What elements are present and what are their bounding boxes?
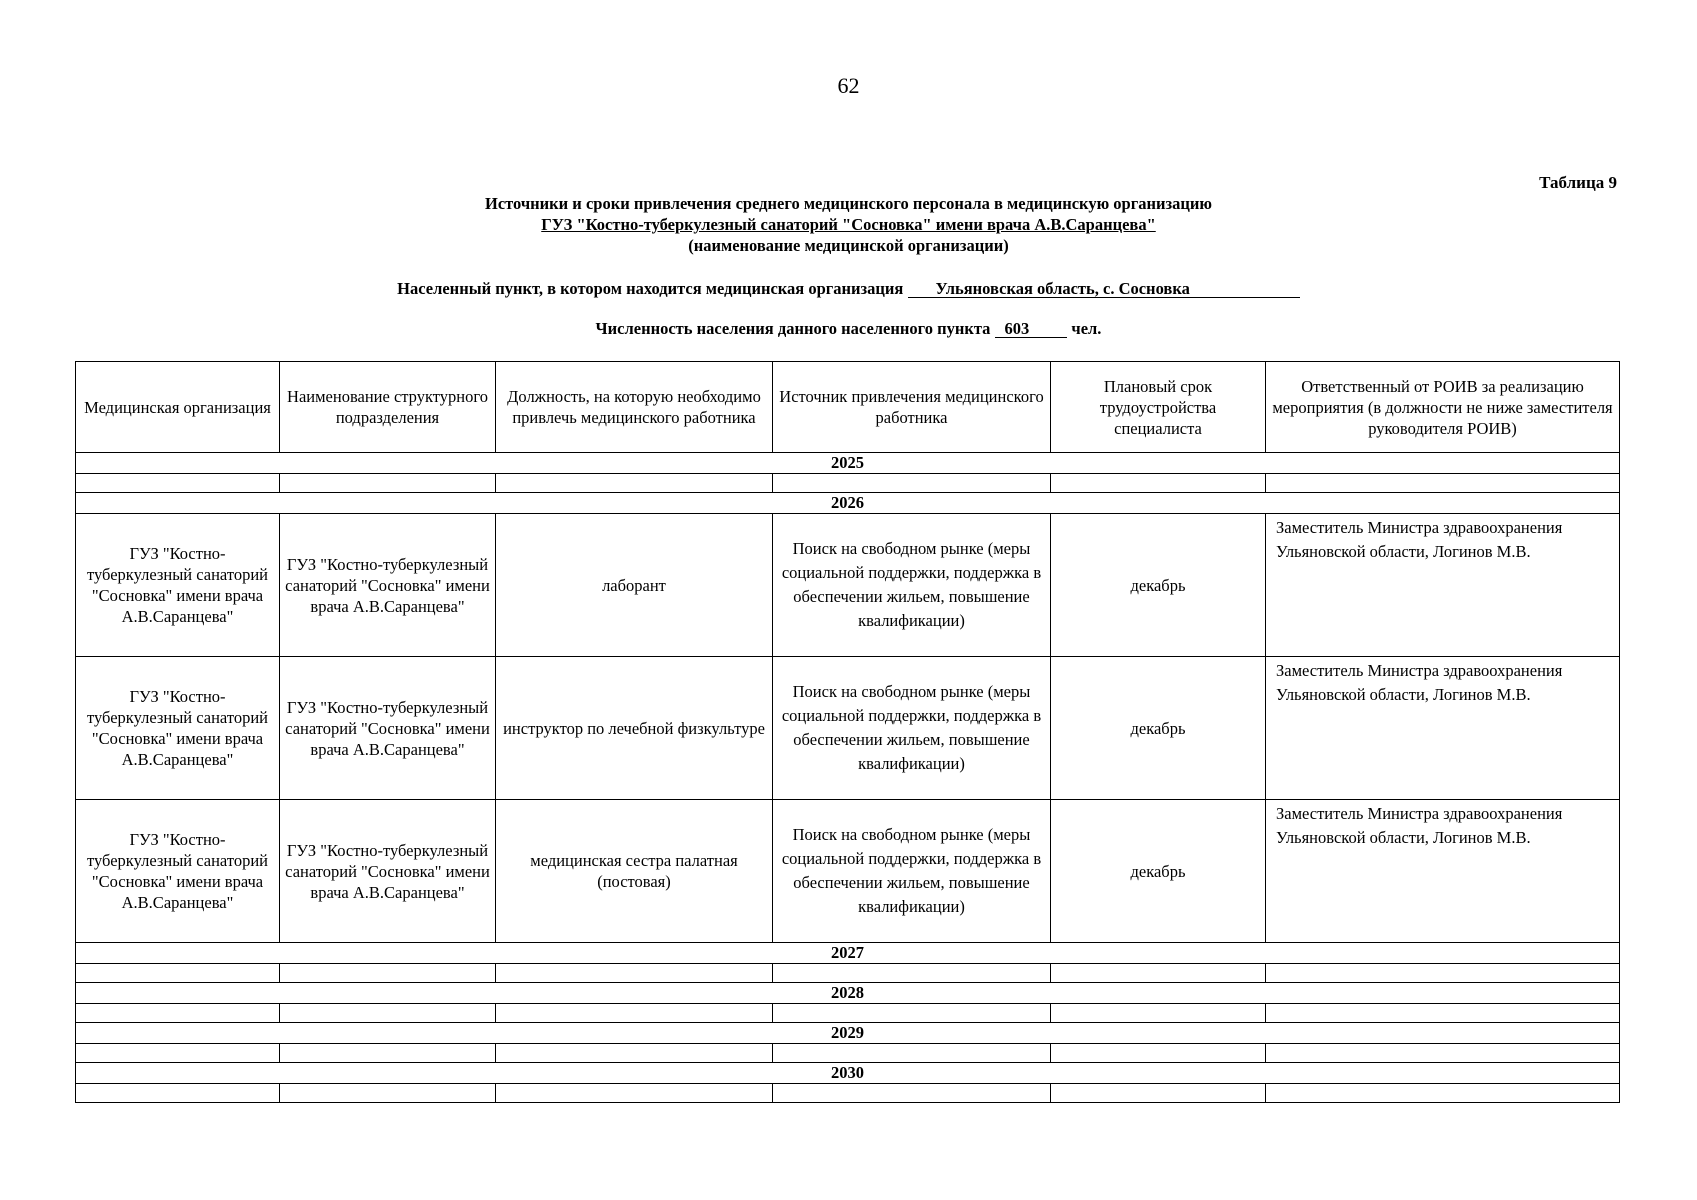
organization-name: ГУЗ "Костно-туберкулезный санаторий "Сосновка" имени врача А.В.Саранцева"	[541, 215, 1156, 234]
empty-row	[76, 1044, 1620, 1063]
year-label: 2026	[76, 493, 1620, 514]
empty-row	[76, 1004, 1620, 1023]
year-label: 2029	[76, 1023, 1620, 1044]
cell-organization: ГУЗ "Костно-туберкулезный санаторий "Сосновка" имени врача А.В.Саранцева"	[76, 800, 280, 943]
empty-row	[76, 1084, 1620, 1103]
population-unit: чел.	[1071, 319, 1102, 338]
year-row	[76, 1023, 1620, 1044]
year-label: 2025	[76, 453, 1620, 474]
cell-unit: ГУЗ "Костно-туберкулезный санаторий "Сосновка" имени врача А.В.Саранцева"	[280, 800, 496, 943]
cell-term: декабрь	[1051, 800, 1266, 943]
page-number: 62	[837, 73, 860, 98]
col-header-term: Плановый срок трудоустройства специалиста	[1051, 362, 1266, 453]
table-row	[76, 514, 1620, 657]
cell-position: лаборант	[496, 514, 773, 657]
cell-term: декабрь	[1051, 657, 1266, 800]
cell-responsible: Заместитель Министра здравоохранения Ульяновской области, Логинов М.В.	[1266, 657, 1620, 800]
year-label: 2027	[76, 943, 1620, 964]
organization-caption: (наименование медицинской организации)	[688, 236, 1009, 255]
population-line	[0, 319, 1697, 339]
cell-position: инструктор по лечебной физкультуре	[496, 657, 773, 800]
locality-label: Населенный пункт, в котором находится медицинская организация	[397, 279, 904, 298]
year-label: 2028	[76, 983, 1620, 1004]
cell-unit: ГУЗ "Костно-туберкулезный санаторий "Сосновка" имени врача А.В.Саранцева"	[280, 514, 496, 657]
year-row	[76, 493, 1620, 514]
year-row	[76, 1063, 1620, 1084]
table-label: Таблица 9	[1539, 173, 1617, 192]
cell-source: Поиск на свободном рынке (меры социальной поддержки, поддержка в обеспечении жильем, повышение квалификации)	[773, 800, 1051, 943]
cell-responsible: Заместитель Министра здравоохранения Ульяновской области, Логинов М.В.	[1266, 514, 1620, 657]
population-label: Численность населения данного населенного пункта	[595, 319, 991, 338]
col-header-position: Должность, на которую необходимо привлечь медицинского работника	[496, 362, 773, 453]
staffing-table	[75, 361, 1620, 1103]
col-header-source: Источник привлечения медицинского работника	[773, 362, 1051, 453]
cell-source: Поиск на свободном рынке (меры социальной поддержки, поддержка в обеспечении жильем, повышение квалификации)	[773, 657, 1051, 800]
table-row	[76, 657, 1620, 800]
cell-responsible: Заместитель Министра здравоохранения Ульяновской области, Логинов М.В.	[1266, 800, 1620, 943]
locality-line	[0, 279, 1697, 299]
cell-organization: ГУЗ "Костно-туберкулезный санаторий "Сосновка" имени врача А.В.Саранцева"	[76, 514, 280, 657]
heading-title: Источники и сроки привлечения среднего медицинского персонала в медицинскую организацию	[484, 194, 1212, 213]
cell-source: Поиск на свободном рынке (меры социальной поддержки, поддержка в обеспечении жильем, повышение квалификации)	[773, 514, 1051, 657]
year-label: 2030	[76, 1063, 1620, 1084]
cell-position: медицинская сестра палатная (постовая)	[496, 800, 773, 943]
cell-organization: ГУЗ "Костно-туберкулезный санаторий "Сосновка" имени врача А.В.Саранцева"	[76, 657, 280, 800]
locality-value: Ульяновская область, с. Сосновка	[908, 280, 1300, 298]
table-header-row	[76, 362, 1620, 453]
col-header-responsible: Ответственный от РОИВ за реализацию мероприятия (в должности не ниже заместителя руководителя РОИВ)	[1266, 362, 1620, 453]
population-value: 603	[995, 320, 1068, 338]
table-row	[76, 800, 1620, 943]
col-header-organization: Медицинская организация	[76, 362, 280, 453]
col-header-unit: Наименование структурного подразделения	[280, 362, 496, 453]
document-heading	[0, 193, 1697, 256]
cell-term: декабрь	[1051, 514, 1266, 657]
empty-row	[76, 964, 1620, 983]
year-row	[76, 983, 1620, 1004]
empty-row	[76, 474, 1620, 493]
cell-unit: ГУЗ "Костно-туберкулезный санаторий "Сосновка" имени врача А.В.Саранцева"	[280, 657, 496, 800]
year-row	[76, 943, 1620, 964]
year-row	[76, 453, 1620, 474]
